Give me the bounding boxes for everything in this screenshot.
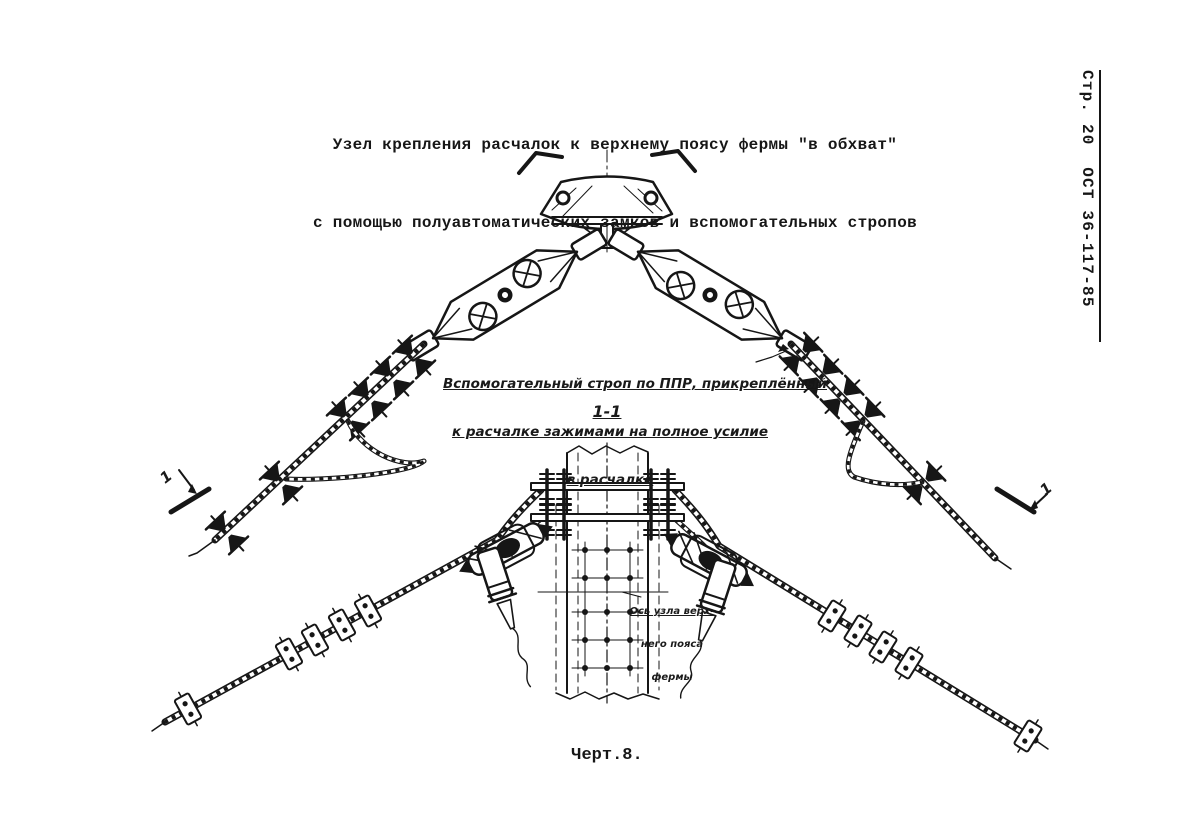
guy-cable-right	[775, 328, 1011, 569]
axis-note-line1: Ось узла верх-	[629, 606, 715, 617]
guy-cable-left	[189, 331, 440, 559]
auxiliary-sling-loop-right	[848, 421, 922, 485]
sling-note	[443, 344, 828, 504]
sling-note-line2: к расчалке зажимами на полное усилие	[452, 424, 768, 440]
drawing-title	[150, 80, 1080, 262]
axis-note	[629, 584, 715, 694]
section-view-label: 1-1	[592, 402, 622, 421]
page-side-header: Стр. 20 ОСТ 36-117-85	[1078, 70, 1101, 342]
section-cut-mark-left	[171, 470, 209, 512]
drawing-title-line1: Узел крепления расчалок к верхнему поясу фермы "в обхват"	[332, 136, 898, 154]
axis-note-line3: фермы	[651, 672, 693, 683]
section-cut-digit-left: 1	[156, 466, 176, 488]
sling-note-line3: в расчалке	[566, 472, 654, 488]
sling-note-line1: Вспомогательный строп по ППР, прикреплённый	[443, 376, 828, 392]
drawing-title-line2: с помощью полуавтоматических замков и вспомогательных стропов	[313, 214, 917, 232]
figure-caption: Черт.8.	[571, 746, 643, 765]
section-cut-digit-right: 1	[1036, 478, 1056, 500]
section-cable-right	[675, 490, 1048, 756]
release-handle-left	[474, 546, 545, 691]
axis-note-line2: него пояса	[640, 639, 704, 650]
